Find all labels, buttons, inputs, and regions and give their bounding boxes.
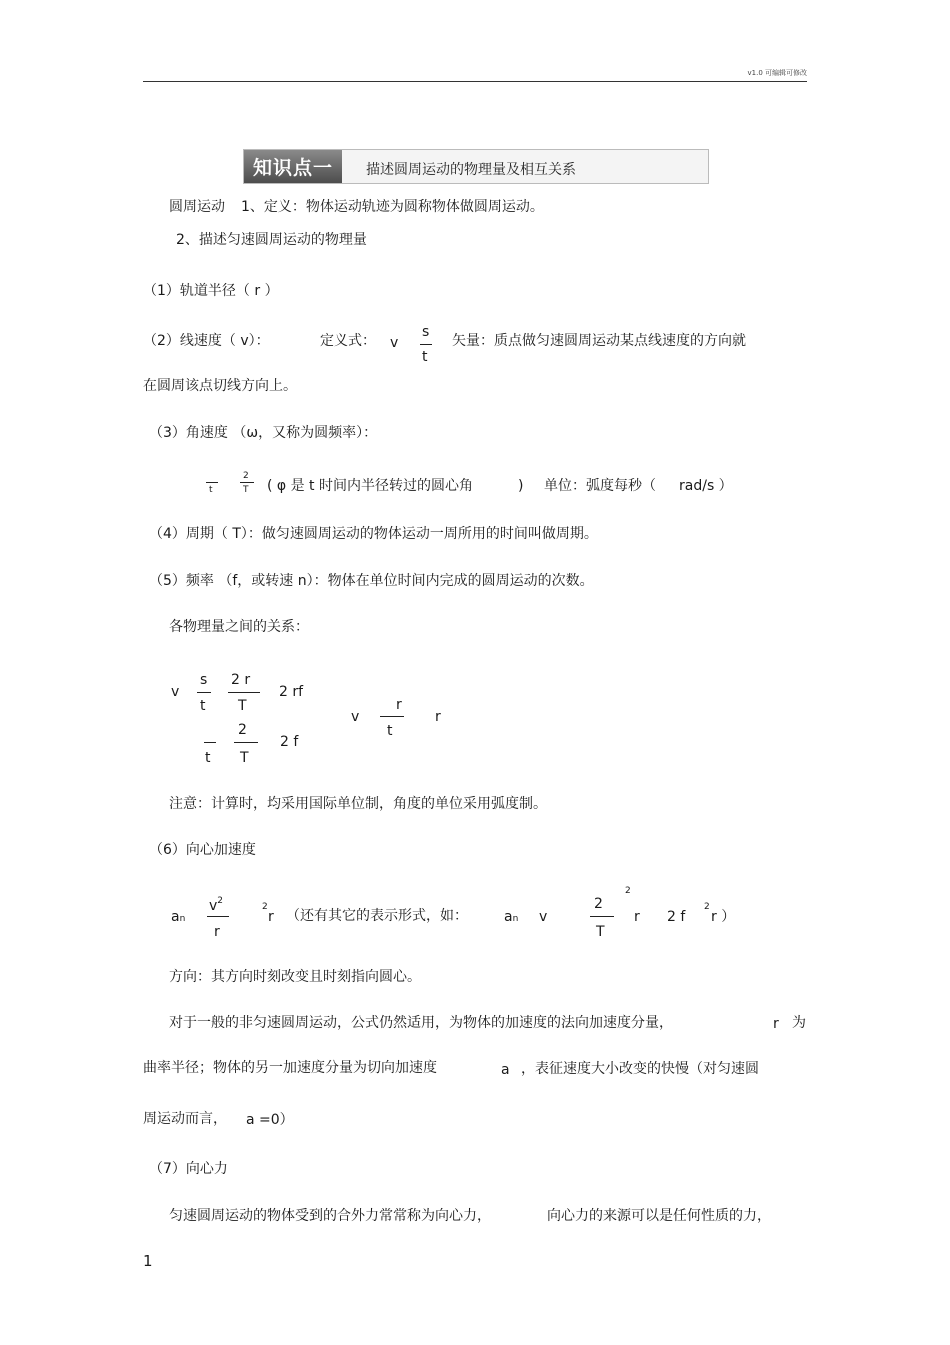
text-frequency: （5）频率 （f，或转速 n）：物体在单位时间内完成的圆周运动的次数。 [149, 573, 594, 589]
text-r: r [773, 1016, 779, 1032]
text-tangent: 在圆周该点切线方向上。 [143, 378, 297, 394]
text-vector: 矢量：质点做匀速圆周运动某点线速度的方向就 [452, 333, 746, 349]
text-speed-change: ，表征速度大小改变的快慢（对匀速圆 [521, 1061, 759, 1077]
header-version-text: v1.0 可编辑可修改 [747, 69, 807, 77]
acc-v2: v [539, 909, 548, 925]
header-rule [143, 81, 807, 82]
text-note: 注意：计算时，均采用国际单位制，角度的单位采用弧度制。 [169, 796, 547, 812]
fraction-bar [204, 742, 216, 743]
text-wei: 为 [792, 1015, 806, 1031]
text-unit: 单位：弧度每秒（ [544, 478, 656, 494]
text-def-formula: 定义式： [320, 333, 376, 349]
fraction-bar [240, 482, 254, 483]
text-direction: 方向：其方向时刻改变且时刻指向圆心。 [169, 969, 421, 985]
rel-2f: 2 f [280, 734, 299, 750]
text-other-forms: （还有其它的表示形式，如： [286, 908, 468, 924]
rel-t2: t [205, 750, 211, 766]
text-nonuniform: 对于一般的非匀速圆周运动，公式仍然适用，为物体的加速度的法向加速度分量， [169, 1015, 673, 1031]
fraction-bar [234, 742, 258, 743]
rel-2r: 2 r [231, 672, 251, 688]
acc-two: 2 [594, 896, 603, 912]
section-banner [243, 149, 709, 184]
rel-t: t [200, 698, 206, 714]
rel2-r: r [396, 697, 402, 713]
fraction-bar [380, 716, 404, 717]
text-phi-note: ( φ 是 t 时间内半径转过的圆心角 [267, 478, 473, 494]
section-tag: 知识点一 [244, 150, 342, 183]
acc-a2: an [504, 909, 519, 925]
text-radius: （1）轨道半径（ r ） [143, 283, 279, 299]
acc-r4: r ） [711, 909, 736, 925]
text-quantities-heading: 2、描述匀速圆周运动的物理量 [176, 232, 367, 248]
acc-T: T [596, 924, 605, 940]
formula-t: t [422, 349, 428, 365]
fraction-bar [228, 692, 260, 693]
rel-T: T [238, 698, 247, 714]
text-angular-velocity: （3）角速度 （ω，又称为圆频率）： [149, 425, 378, 441]
acc-2f: 2 f [667, 909, 686, 925]
section-title: 描述圆周运动的物理量及相互关系 [366, 162, 576, 178]
acc-v: $v^2$ [209, 896, 224, 914]
text-relations: 各物理量之间的关系： [169, 619, 309, 635]
text-paren-close: ) [518, 478, 524, 494]
text-uniform-case: 周运动而言， [143, 1111, 227, 1127]
rel2-r2: r [435, 709, 441, 725]
fraction-bar [206, 482, 218, 483]
formula-omega-t: t [209, 485, 213, 495]
text-centripetal-force: （7）向心力 [149, 1161, 228, 1177]
page-number: 1 [143, 1252, 153, 1270]
text-curvature: 曲率半径；物体的另一加速度分量为切向加速度 [143, 1060, 437, 1076]
text-period: （4）周期（ T）：做匀速圆周运动的物体运动一周所用的时间叫做周期。 [149, 526, 598, 542]
fraction-bar [207, 916, 229, 917]
acc-r3: r [634, 909, 640, 925]
acc-sq: 2 [262, 902, 268, 912]
text-circular-motion: 圆周运动 [169, 199, 225, 215]
rel-2: 2 [238, 722, 247, 738]
rel-v: v [171, 684, 180, 700]
fraction-bar [197, 692, 211, 693]
acc-sq3: 2 [625, 886, 631, 896]
rel-2rf: 2 rf [279, 684, 304, 700]
formula-T: T [243, 485, 249, 495]
acc-sq4: 2 [704, 902, 710, 912]
acc-a: an [171, 909, 186, 925]
formula-s: s [422, 324, 430, 340]
text-force-source: 向心力的来源可以是任何性质的力， [547, 1208, 771, 1224]
fraction-bar [420, 344, 432, 345]
rel-s: s [200, 672, 208, 688]
rel2-t: t [387, 723, 393, 739]
acc-r: r [214, 924, 220, 940]
text-linear-velocity: （2）线速度（ v）： [143, 333, 270, 349]
formula-v: v [390, 335, 399, 351]
text-definition: 1、定义：物体运动轨迹为圆称物体做圆周运动。 [241, 199, 544, 215]
text-a-tangent: a [501, 1062, 510, 1078]
text-centripetal-acc: （6）向心加速度 [149, 842, 256, 858]
formula-two: 2 [243, 471, 249, 481]
text-net-force: 匀速圆周运动的物体受到的合外力常常称为向心力， [169, 1208, 491, 1224]
text-rad-s: rad/s ） [679, 478, 733, 494]
rel-T2: T [240, 750, 249, 766]
acc-r2: r [268, 909, 274, 925]
rel2-v: v [351, 709, 360, 725]
text-a-zero: a =0） [246, 1112, 294, 1128]
fraction-bar [590, 916, 614, 917]
